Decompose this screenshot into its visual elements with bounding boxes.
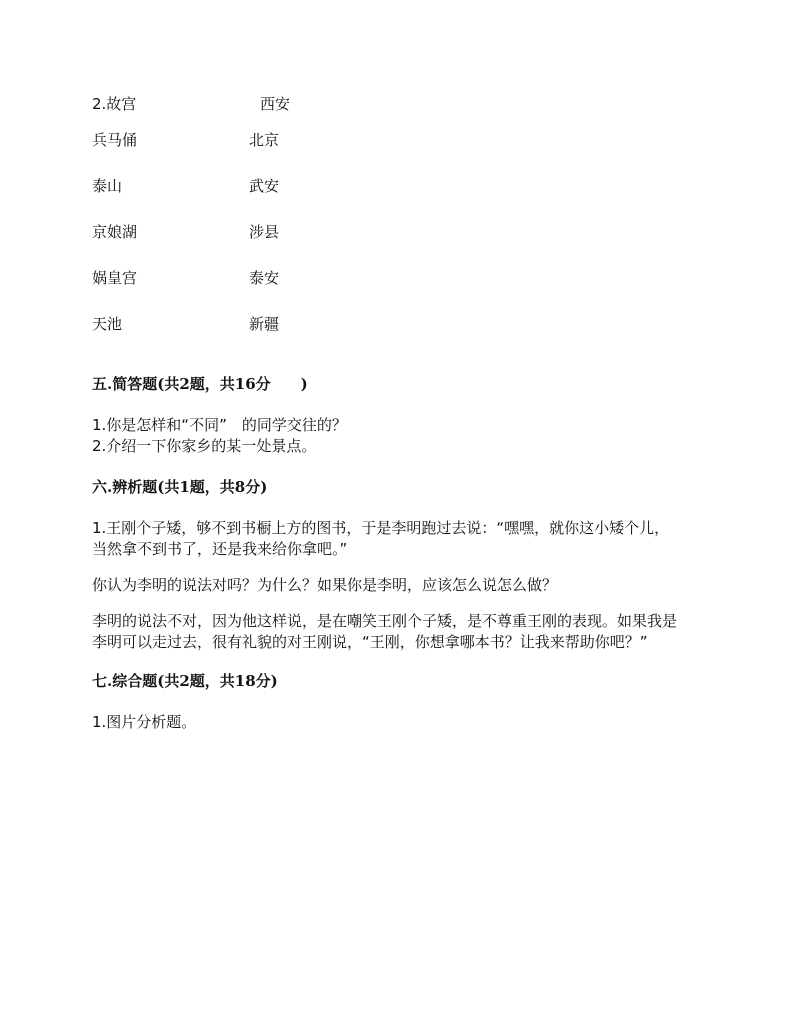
match-right-item: 泰安 [249,269,280,287]
match-left-item: 兵马俑 [92,131,138,149]
question-prompt: 你认为李明的说法对吗？为什么？如果你是李明，应该怎么说怎么做？ [92,576,558,594]
answer-text: 李明的说法不对，因为他这样说，是在嘲笑王刚个子矮，是不尊重王刚的表现。如果我是 [92,612,678,630]
match-left-item: 天池 [92,315,123,333]
question-text: 当然拿不到书了，还是我来给你拿吧。” [92,540,348,558]
question-item: 2.介绍一下你家乡的某一处景点。 [92,437,317,455]
match-left-item: 2.故宫 [92,95,137,113]
section-heading: 五.简答题(共2题，共16分 ) [92,375,308,393]
section-heading: 七.综合题(共2题，共18分) [92,672,278,690]
question-item: 1.图片分析题。 [92,713,197,731]
match-left-item: 娲皇宫 [92,269,138,287]
match-left-item: 泰山 [92,177,123,195]
section-heading: 六.辨析题(共1题，共8分) [92,478,268,496]
match-right-item: 武安 [249,177,280,195]
question-text: 1.王刚个子矮，够不到书橱上方的图书，于是李明跑过去说：“嘿嘿，就你这小矮个儿， [92,519,670,537]
match-right-item: 北京 [249,131,280,149]
match-right-item: 新疆 [249,315,280,333]
question-item: 1.你是怎样和“不同” 的同学交往的？ [92,416,347,434]
match-right-item: 涉县 [249,223,280,241]
answer-text: 李明可以走过去，很有礼貌的对王刚说，“王刚，你想拿哪本书？让我来帮助你吧？” [92,633,648,651]
match-right-item: 西安 [260,95,291,113]
match-left-item: 京娘湖 [92,223,138,241]
